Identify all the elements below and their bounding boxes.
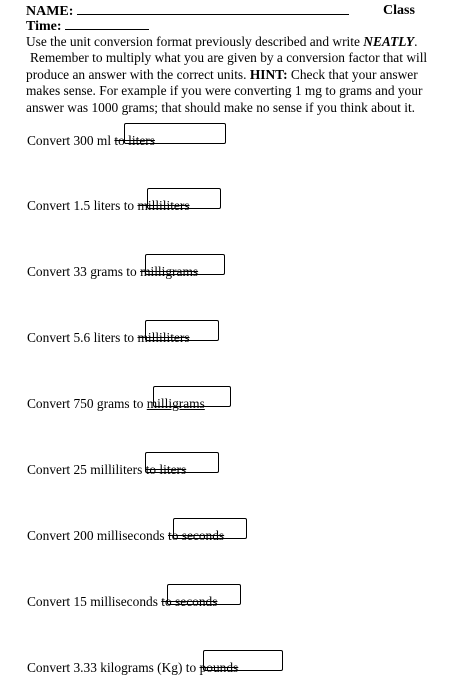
instructions-line-3: produce an answer with the correct units. HINT: Check that your answer bbox=[26, 66, 418, 82]
problem-5 bbox=[27, 396, 205, 412]
problem-target-unit: milliliters bbox=[137, 198, 190, 213]
problem-prompt: Convert 3.33 kilograms (Kg) to bbox=[27, 660, 200, 675]
problem-prompt: Convert 15 milliseconds bbox=[27, 594, 162, 609]
instructions bbox=[26, 34, 446, 116]
problem-prompt: Convert 5.6 liters to bbox=[27, 330, 138, 345]
instructions-line-2: Remember to multiply what you are given by a conversion factor that will bbox=[30, 50, 428, 66]
problem-9 bbox=[27, 660, 238, 676]
problem-6 bbox=[27, 462, 186, 478]
problem-7 bbox=[27, 528, 224, 544]
name-blank[interactable] bbox=[77, 2, 349, 15]
problem-prompt: Convert 1.5 liters to bbox=[27, 198, 138, 213]
time-blank[interactable] bbox=[65, 17, 149, 30]
problem-target-unit: milligrams bbox=[146, 396, 205, 411]
problem-prompt: Convert 25 milliliters bbox=[27, 462, 146, 477]
problem-prompt: Convert 200 milliseconds bbox=[27, 528, 168, 543]
problem-3 bbox=[27, 264, 198, 280]
problem-8 bbox=[27, 594, 217, 610]
neatly-emphasis: NEATLY bbox=[363, 34, 415, 49]
problem-2 bbox=[27, 198, 190, 214]
hint-label: HINT: bbox=[249, 66, 288, 82]
problem-target-unit: milliliters bbox=[137, 330, 190, 345]
class-label: Class bbox=[383, 3, 415, 18]
problem-prompt: Convert 300 ml bbox=[27, 133, 115, 148]
instructions-line-5: answer was 1000 grams; that should make no sense if you think about it. bbox=[26, 99, 416, 115]
problem-target-unit: to seconds bbox=[167, 528, 225, 543]
problem-target-unit: milligrams bbox=[140, 264, 199, 279]
problem-prompt: Convert 33 grams to bbox=[27, 264, 141, 279]
problem-1 bbox=[27, 133, 155, 149]
name-label: NAME: bbox=[26, 4, 74, 19]
time-field[interactable] bbox=[26, 17, 149, 35]
problem-prompt: Convert 750 grams to bbox=[27, 396, 147, 411]
problem-target-unit: to liters bbox=[145, 462, 187, 477]
problem-target-unit: pounds bbox=[199, 660, 239, 675]
problem-4 bbox=[27, 330, 190, 346]
instructions-line-1: Use the unit conversion format previously described and write NEATLY. bbox=[26, 34, 418, 49]
time-label: Time: bbox=[26, 19, 62, 34]
problem-target-unit: to liters bbox=[114, 133, 155, 148]
instructions-line-4: makes sense. For example if you were converting 1 mg to grams and your bbox=[26, 83, 423, 99]
problem-target-unit: to seconds bbox=[161, 594, 218, 609]
